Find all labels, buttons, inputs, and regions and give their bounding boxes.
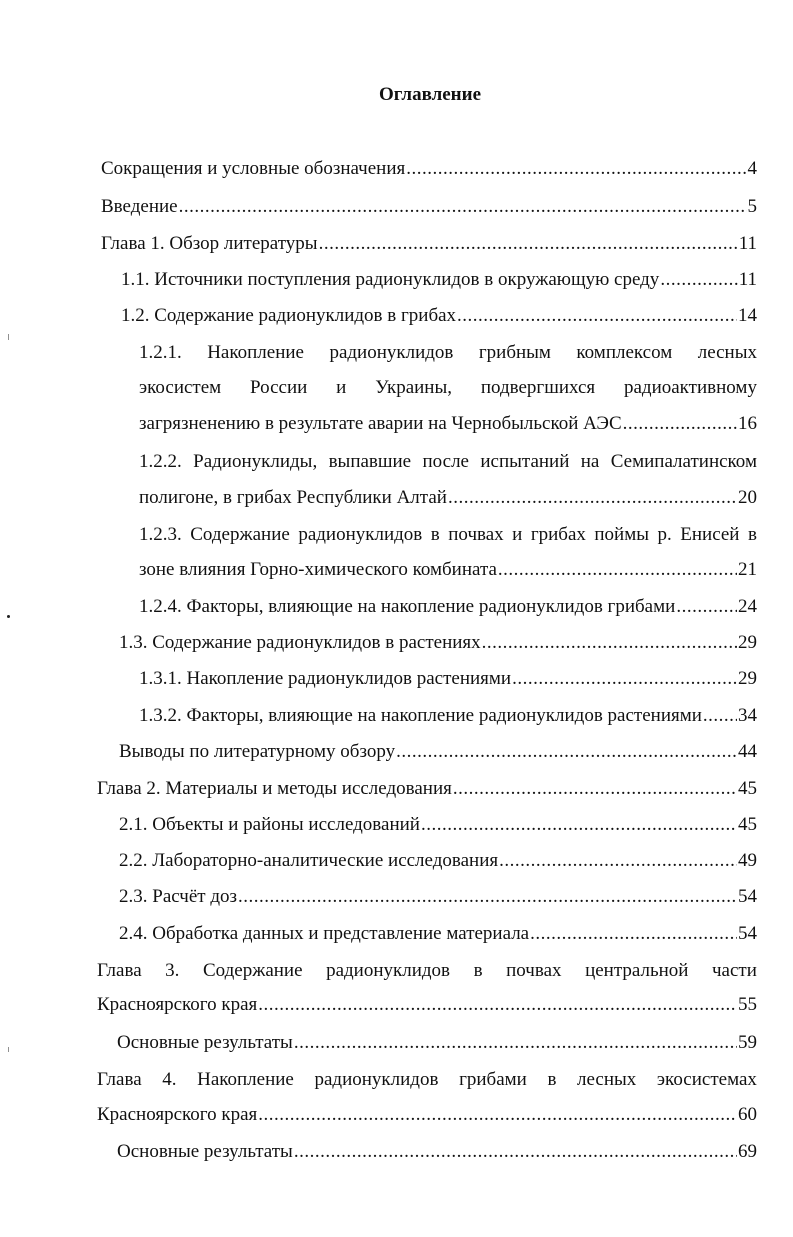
toc-page-number: 44 [738,741,757,762]
toc-entry-chapter-2[interactable] [97,776,757,802]
toc-entry-title: 2.2. Лабораторно-аналитические исследования [119,850,499,871]
toc-entry-title: 2.3. Расчёт доз [119,886,238,907]
toc-dot-leader [676,594,737,620]
toc-page-number: 14 [738,305,757,326]
page-title: Оглавление [378,84,482,105]
toc-page-number: 55 [738,994,757,1015]
toc-entry-title: Глава 2. Материалы и методы исследования [97,778,452,799]
toc-word: части [712,960,757,981]
toc-page-number: 5 [747,196,757,217]
toc-word: Накопление [197,1069,294,1090]
toc-dot-leader [421,812,737,838]
toc-word: грибным [478,342,551,363]
toc-entry-abbreviations[interactable] [101,156,757,182]
toc-dot-leader [623,411,737,437]
toc-entry-title: зоне влияния Горно-химического комбината [139,559,497,580]
toc-entry-line [139,449,757,475]
toc-page-number: 49 [738,850,757,871]
toc-entry-section-1-3-2[interactable] [139,703,757,729]
toc-page-number: 16 [738,413,757,434]
toc-dot-leader [238,884,737,910]
toc-word: радионуклидов [329,342,454,363]
toc-page-number: 29 [738,632,757,653]
toc-dot-leader [294,1030,737,1056]
toc-page-number: 29 [738,668,757,689]
scan-speck [7,615,10,618]
toc-entry-section-1-2[interactable] [121,303,757,329]
toc-dot-leader [448,485,737,511]
toc-entry-title: Красноярского края [97,994,258,1015]
toc-dot-leader [499,848,737,874]
toc-page-number: 11 [738,233,757,254]
toc-dot-leader [482,630,737,656]
toc-entry-title: 1.3.1. Накопление радионуклидов растениями [139,668,512,689]
toc-page-number: 4 [747,158,757,179]
toc-entry-title: 1.2. Содержание радионуклидов в грибах [121,305,457,326]
toc-word: комплексом [576,342,673,363]
toc-word: почвах [448,524,504,545]
toc-word: почвах [506,960,562,981]
toc-word: центральной [585,960,689,981]
toc-entry-chapter-1[interactable] [101,231,757,257]
toc-entry-title: 2.1. Объекты и районы исследований [119,814,420,835]
toc-entry-title: Введение [101,196,178,217]
toc-page-number: 34 [738,705,757,726]
toc-word: радионуклидов [298,524,423,545]
toc-word: России [250,377,308,398]
toc-word: Накопление [207,342,304,363]
toc-dot-leader [530,921,737,947]
toc-entry-title: Сокращения и условные обозначения [101,158,406,179]
toc-entry-section-1-1[interactable] [121,267,757,293]
toc-entry-title: Основные результаты [117,1032,293,1053]
toc-dot-leader [453,776,737,802]
toc-entry-section-2-4[interactable] [119,921,757,947]
toc-entry-line [139,411,757,437]
toc-word: 1.2.2. [139,451,182,472]
toc-entry-title: 1.2.4. Факторы, влияющие на накопление радионуклидов грибами [139,596,676,617]
scan-speck [8,1047,9,1052]
toc-word: и [336,377,347,398]
toc-entry-title: 1.3.2. Факторы, влияющие на накопление радионуклидов растениями [139,705,702,726]
toc-dot-leader [660,267,737,293]
toc-entry-line [139,557,757,583]
toc-page-number: 45 [738,814,757,835]
toc-word: радиоактивному [623,377,757,398]
toc-word: на [580,451,600,472]
toc-word: Радионуклиды, [193,451,318,472]
toc-dot-leader [498,557,737,583]
toc-entry-section-1-3[interactable] [119,630,757,656]
toc-page-number: 60 [738,1104,757,1125]
toc-word: в [547,1069,557,1090]
toc-entry-title: Красноярского края [97,1104,258,1125]
toc-entry-literature-conclusions[interactable] [119,739,757,765]
scan-speck [8,334,9,340]
toc-dot-leader [294,1139,737,1165]
toc-word: радионуклидов [326,960,451,981]
toc-page-number: 69 [738,1141,757,1162]
toc-dot-leader [406,156,746,182]
toc-dot-leader [512,666,737,692]
toc-word: Содержание [190,524,290,545]
toc-dot-leader [258,992,737,1018]
toc-entry-section-2-2[interactable] [119,848,757,874]
toc-page-number: 54 [738,923,757,944]
toc-word: 1.2.1. [139,342,182,363]
toc-page-number: 24 [738,596,757,617]
toc-entry-line [97,1067,757,1093]
toc-word: подвергшихся [480,377,596,398]
toc-word: выпавшие [328,451,412,472]
toc-entry-section-2-3[interactable] [119,884,757,910]
toc-word: лесных [697,342,757,363]
toc-word: поймы [594,524,650,545]
toc-word: Глава [97,1069,142,1090]
toc-word: грибах [530,524,586,545]
toc-dot-leader [319,231,738,257]
toc-entry-section-2-1[interactable] [119,812,757,838]
toc-word: радионуклидов [314,1069,439,1090]
toc-entry-line [97,992,757,1018]
toc-entry-title: Глава 1. Обзор литературы [101,233,318,254]
toc-word: Енисей [680,524,740,545]
toc-word: р. [657,524,672,545]
toc-entry-title: полигоне, в грибах Республики Алтай [139,487,447,508]
toc-entry-line [139,485,757,511]
toc-entry-title: Выводы по литературному обзору [119,741,396,762]
toc-word: Украины, [375,377,452,398]
toc-page-number: 54 [738,886,757,907]
toc-entry-line [97,1102,757,1128]
toc-entry-line [97,958,757,984]
toc-entry-line [139,522,757,548]
toc-entry-line [139,375,757,401]
toc-page-number: 21 [738,559,757,580]
toc-word: Семипалатинском [610,451,757,472]
toc-entry-title: 2.4. Обработка данных и представление материала [119,923,530,944]
toc-entry-title: Основные результаты [117,1141,293,1162]
toc-word: грибами [459,1069,527,1090]
toc-entry-title: 1.3. Содержание радионуклидов в растениях [119,632,481,653]
toc-word: и [512,524,523,545]
toc-word: экосистем [139,377,222,398]
toc-entry-section-1-2-4[interactable] [139,594,757,620]
toc-entry-title: 1.1. Источники поступления радионуклидов в окружающую среду [121,269,660,290]
toc-entry-section-1-3-1[interactable] [139,666,757,692]
toc-word: 4. [162,1069,177,1090]
toc-dot-leader [703,703,737,729]
toc-entry-introduction[interactable] [101,194,757,220]
toc-word: Глава [97,960,142,981]
toc-page-number: 59 [738,1032,757,1053]
toc-word: экосистемах [656,1069,757,1090]
toc-entry-title: загрязненению в результате аварии на Чернобыльской АЭС [139,413,622,434]
toc-word: в [430,524,440,545]
toc-dot-leader [258,1102,737,1128]
toc-word: в [747,524,757,545]
toc-dot-leader [179,194,747,220]
toc-word: Содержание [202,960,303,981]
toc-dot-leader [396,739,737,765]
toc-page-number: 45 [738,778,757,799]
toc-entry-chapter-4-results[interactable] [117,1139,757,1165]
toc-word: лесных [577,1069,637,1090]
toc-word: 3. [165,960,180,981]
toc-word: 1.2.3. [139,524,182,545]
toc-page-number: 11 [738,269,757,290]
toc-word: испытаний [480,451,570,472]
toc-word: после [422,451,469,472]
toc-page-number: 20 [738,487,757,508]
toc-entry-line [139,340,757,366]
toc-word: в [473,960,483,981]
toc-entry-chapter-3-results[interactable] [117,1030,757,1056]
toc-dot-leader [457,303,737,329]
